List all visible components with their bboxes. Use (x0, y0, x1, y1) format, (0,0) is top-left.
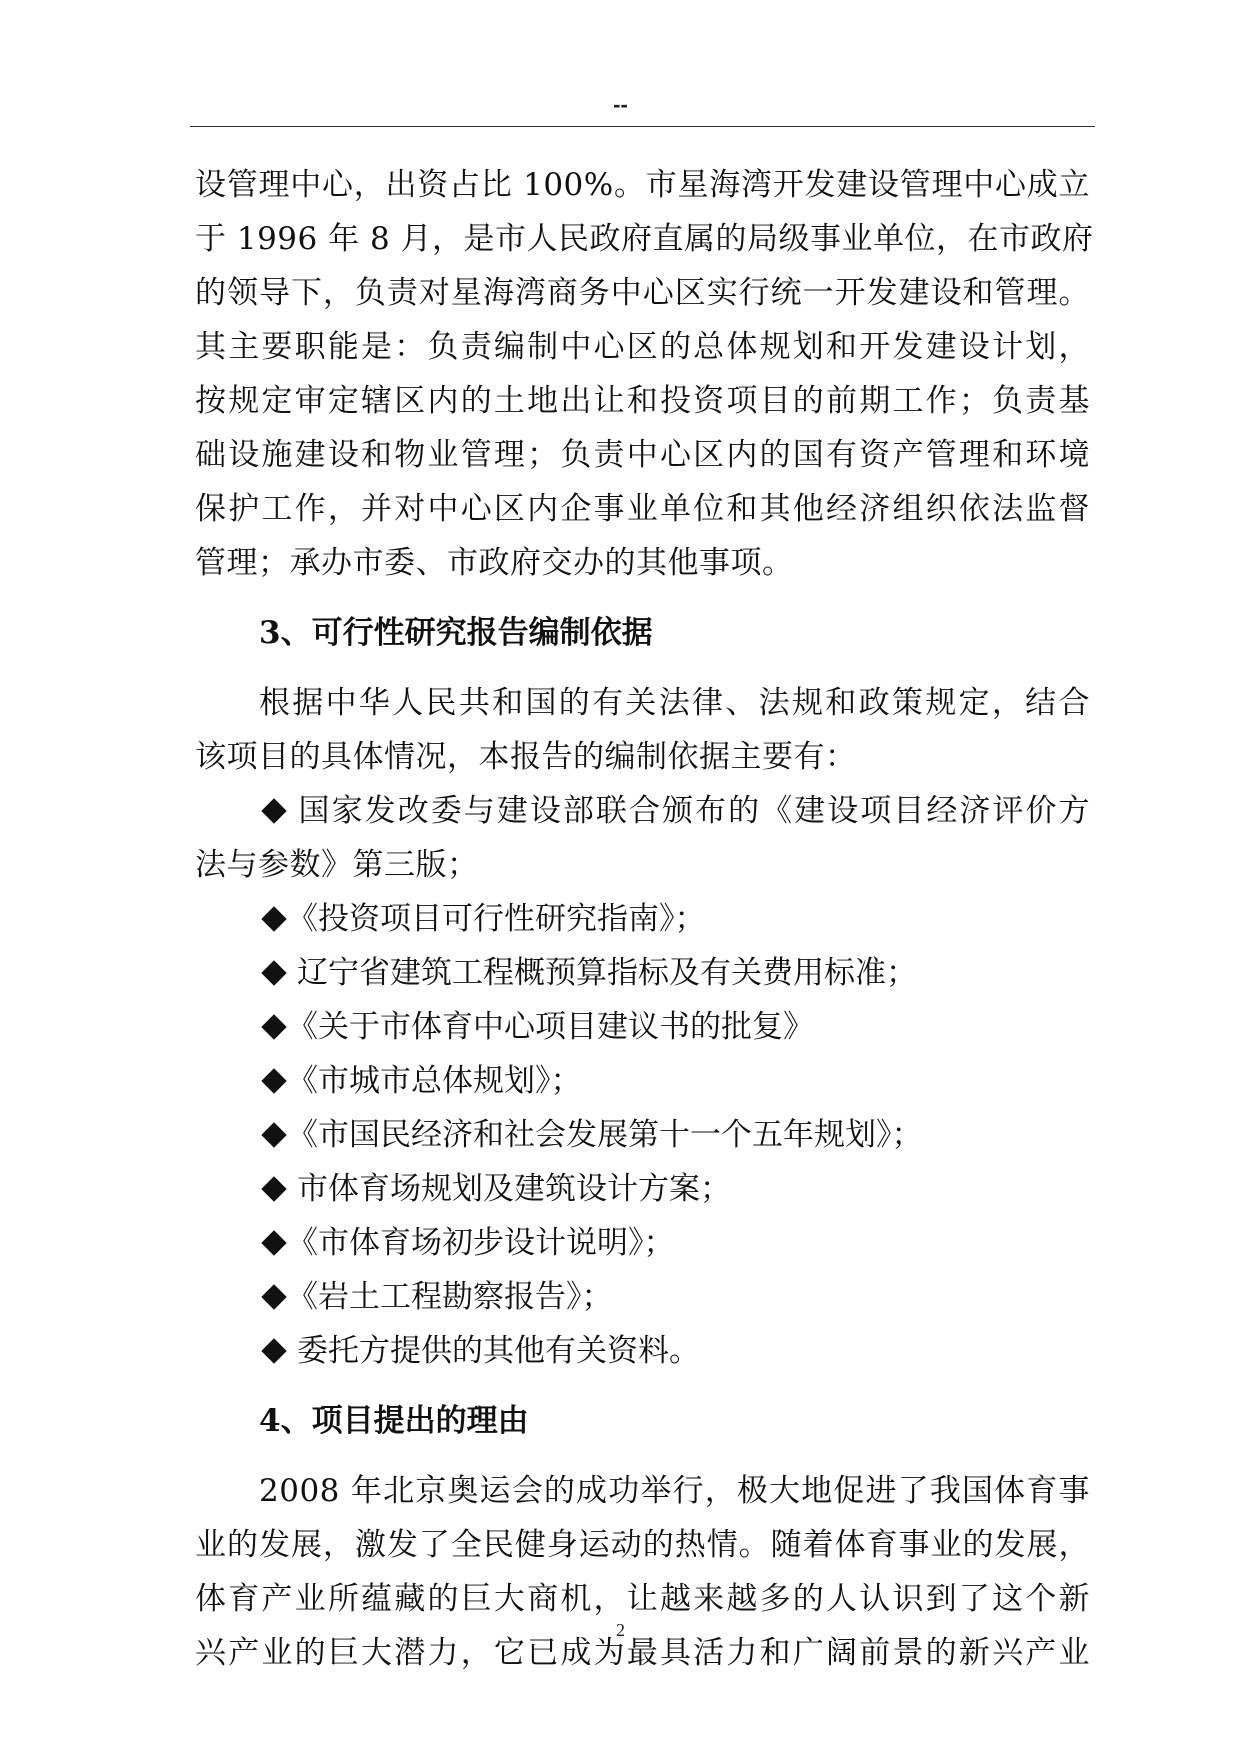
section-heading-4: 4、项目提出的理由 (259, 1403, 529, 1439)
paragraph-line: 该项目的具体情况，本报告的编制依据主要有： (195, 739, 857, 775)
list-item-continuation: 法与参数》第三版； (195, 847, 479, 883)
diamond-bullet-icon (261, 1338, 286, 1363)
list-item (195, 946, 1090, 1000)
diamond-bullet-icon (261, 960, 286, 985)
paragraph-basis-intro (195, 676, 1090, 784)
diamond-bullet-icon (261, 1230, 286, 1255)
list-item (195, 1054, 1090, 1108)
list-item (195, 892, 1090, 946)
paragraph-line: 体育产业所蕴藏的巨大商机，让越来越多的人认识到了这个新 (195, 1581, 1090, 1617)
list-item-text: 《投资项目可行性研究指南》； (287, 901, 706, 937)
section-heading-3: 3、可行性研究报告编制依据 (259, 615, 653, 651)
header-mark: -- (613, 92, 628, 117)
diamond-bullet-icon (261, 1068, 286, 1093)
basis-list (195, 784, 1090, 1378)
diamond-bullet-icon (261, 1122, 286, 1147)
paragraph-line: 其主要职能是：负责编制中心区的总体规划和开发建设计划， (195, 329, 1090, 365)
list-item-text: 国家发改委与建设部联合颁布的《建设项目经济评价方 (297, 793, 1090, 829)
paragraph-line: 按规定审定辖区内的土地出让和投资项目的前期工作；负责基 (195, 383, 1090, 419)
diamond-bullet-icon (261, 1014, 286, 1039)
list-item-text: 委托方提供的其他有关资料。 (297, 1333, 700, 1369)
list-item (195, 1108, 1090, 1162)
list-item (195, 784, 1090, 838)
list-item (195, 1216, 1090, 1270)
diamond-bullet-icon (261, 906, 286, 931)
document-body (195, 158, 1094, 1680)
page-number: 2 (616, 1620, 625, 1640)
paragraph-line: 管理；承办市委、市政府交办的其他事项。 (195, 545, 794, 581)
list-item-text: 《市城市总体规划》； (287, 1063, 582, 1099)
list-item-text: 《市体育场初步设计说明》； (287, 1225, 675, 1261)
list-item-text: 辽宁省建筑工程概预算指标及有关费用标准； (297, 955, 917, 991)
paragraph-line: 根据中华人民共和国的有关法律、法规和政策规定，结合 (259, 685, 1090, 721)
paragraph-line: 于 1996 年 8 月，是市人民政府直属的局级事业单位，在市政府 (195, 221, 1094, 257)
diamond-bullet-icon (261, 1176, 286, 1201)
list-item (195, 1162, 1090, 1216)
list-item-text: 《市国民经济和社会发展第十一个五年规划》； (287, 1117, 923, 1153)
list-item (195, 1270, 1090, 1324)
paragraph-line: 设管理中心，出资占比 100%。市星海湾开发建设管理中心成立 (195, 167, 1090, 203)
paragraph-line: 的领导下，负责对星海湾商务中心区实行统一开发建设和管理。 (195, 275, 1090, 311)
list-item (195, 1324, 1090, 1378)
diamond-bullet-icon (261, 1284, 286, 1309)
paragraph-line: 础设施建设和物业管理；负责中心区内的国有资产管理和环境 (195, 437, 1090, 473)
paragraph-line: 业的发展，激发了全民健身运动的热情。随着体育事业的发展， (195, 1527, 1090, 1563)
list-item-text: 市体育场规划及建筑设计方案； (297, 1171, 731, 1207)
paragraph-project-reason (195, 1464, 1090, 1680)
paragraph-line: 保护工作，并对中心区内企事业单位和其他经济组织依法监督 (195, 491, 1090, 527)
list-item-text: 《岩土工程勘察报告》； (287, 1279, 613, 1315)
paragraph-line: 2008 年北京奥运会的成功举行，极大地促进了我国体育事 (259, 1473, 1090, 1509)
paragraph-management-center (195, 158, 1094, 590)
diamond-bullet-icon (261, 798, 286, 823)
paragraph-line: 兴产业的巨大潜力，它已成为最具活力和广阔前景的新兴产业 (195, 1635, 1090, 1671)
header-rule (190, 126, 1095, 127)
list-item-text: 《关于市体育中心项目建议书的批复》 (287, 1009, 814, 1045)
list-item (195, 1000, 1090, 1054)
